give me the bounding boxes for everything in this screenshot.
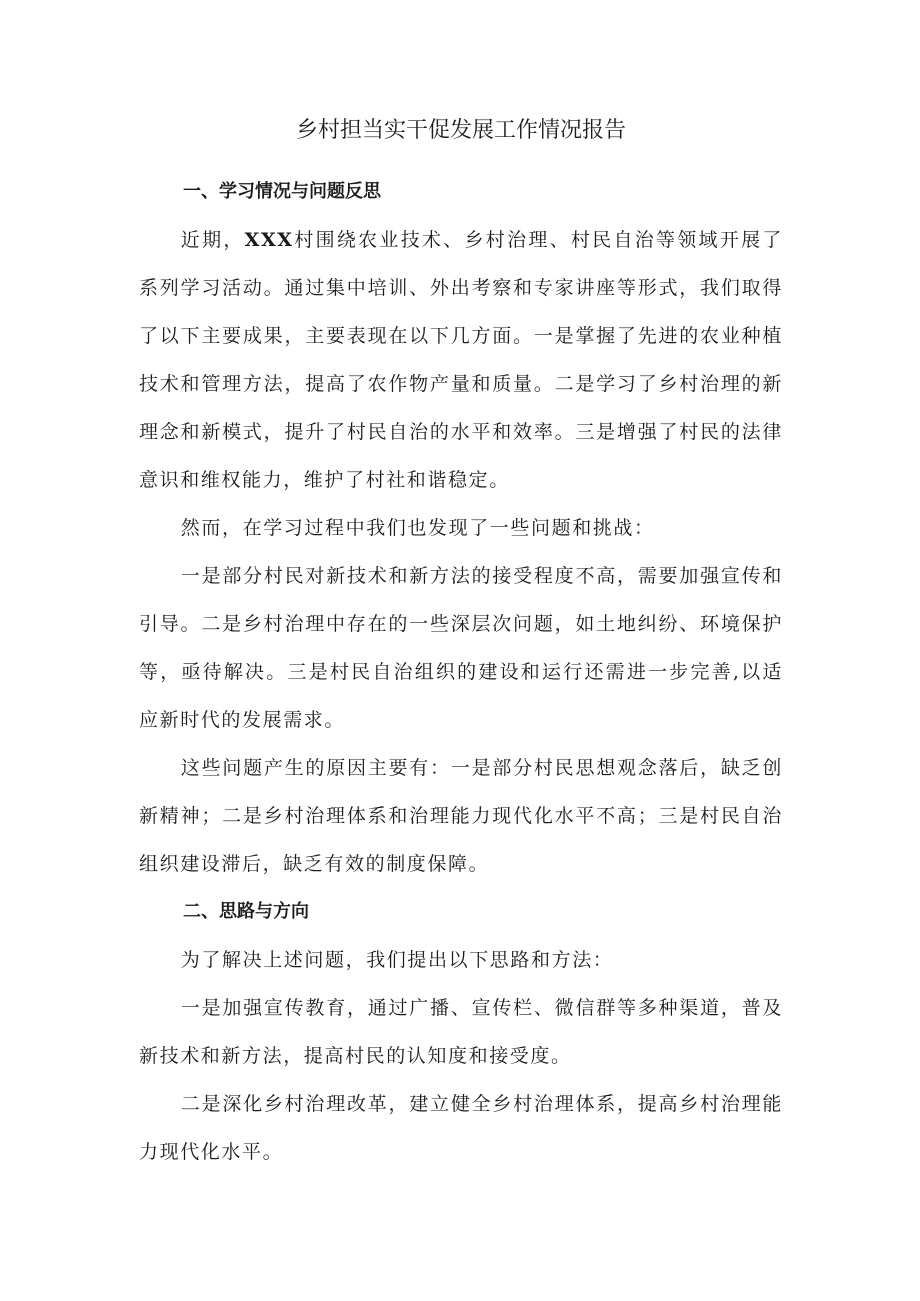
paragraph-1-body: 村围绕农业技术、乡村治理、村民自治等领域开展了系列学习活动。通过集中培训、外出考察和专家讲座等形式，我们取得了以下主要成果，主要表现在以下几方面。一是掌握了先进的农业种植技术和管理方法，提高了农作物产量和质量。二是学习了乡村治理的新理念和新模式，提升了村民自治的水平和效率。三是增强了村民的法律意识和维权能力，维护了村社和谐稳定。 — [139, 229, 783, 491]
paragraph-3: 一是部分村民对新技术和新方法的接受程度不高，需要加强宣传和引导。二是乡村治理中存在的一些深层次问题，如土地纠纷、环境保护等，亟待解决。三是村民自治组织的建设和运行还需进一步完善,以适应新时代的发展需求。 — [139, 565, 783, 731]
paragraph-5: 为了解决上述问题，我们提出以下思路和方法： — [180, 949, 614, 971]
paragraph-1-lead: 近期， — [180, 229, 245, 251]
paragraph-2: 然而，在学习过程中我们也发现了一些问题和挑战： — [180, 517, 655, 539]
village-name-placeholder: XXX — [244, 229, 294, 251]
paragraph-7: 二是深化乡村治理改革，建立健全乡村治理体系，提高乡村治理能力现代化水平。 — [139, 1093, 783, 1163]
paragraph-1 — [139, 216, 783, 504]
document-title: 乡村担当实干促发展工作情况报告 — [295, 118, 626, 143]
document-page — [139, 120, 783, 1176]
section-heading-1: 一、学习情况与问题反思 — [183, 181, 381, 202]
paragraph-4: 这些问题产生的原因主要有：一是部分村民思想观念落后，缺乏创新精神；二是乡村治理体系和治理能力现代化水平不高；三是村民自治组织建设滞后，缺乏有效的制度保障。 — [139, 757, 783, 875]
section-heading-2: 二、思路与方向 — [183, 901, 309, 922]
paragraph-6: 一是加强宣传教育，通过广播、宣传栏、微信群等多种渠道，普及新技术和新方法，提高村民的认知度和接受度。 — [139, 997, 783, 1067]
